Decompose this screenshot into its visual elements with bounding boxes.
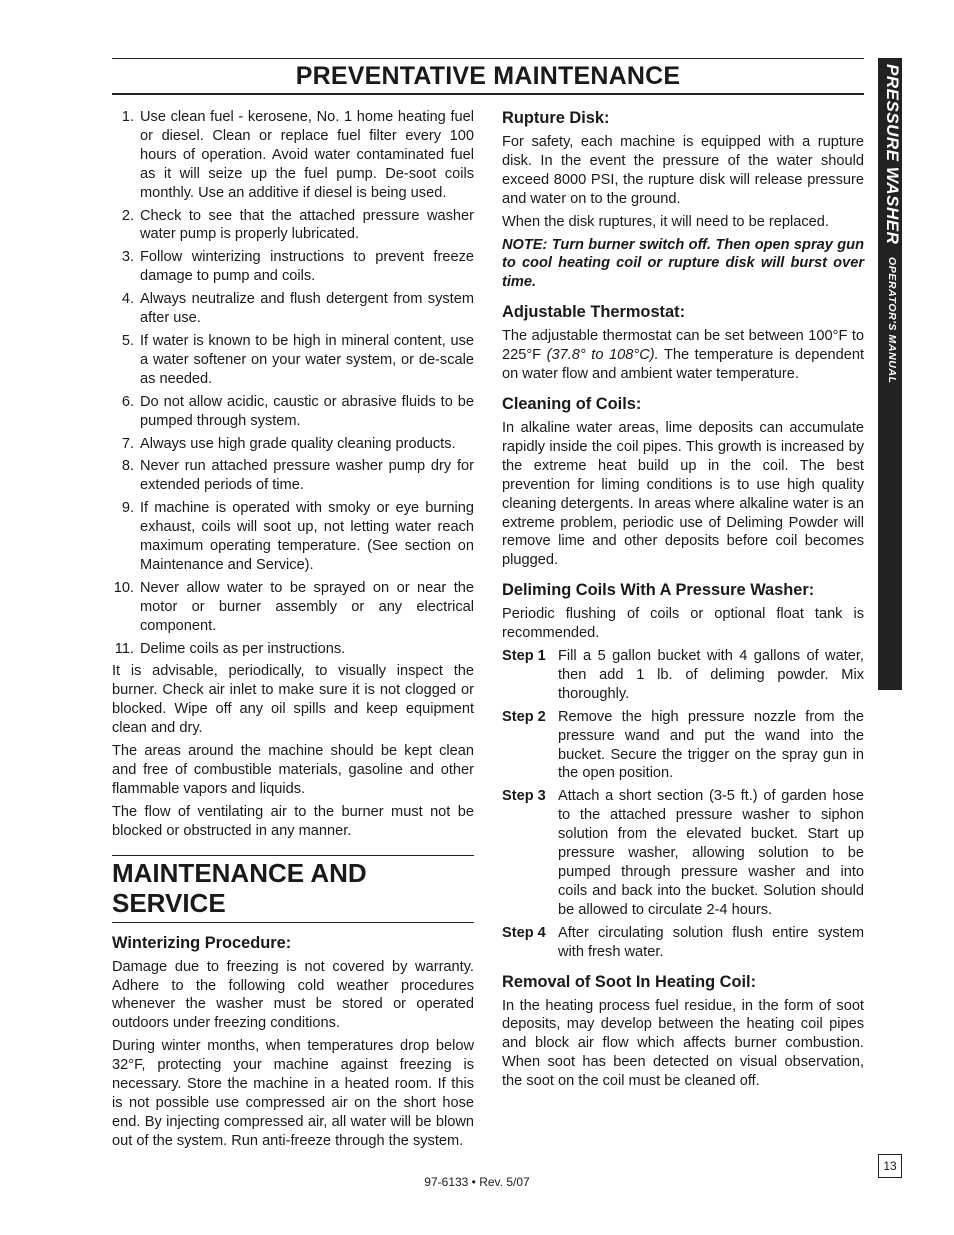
list-item-text: Never run attached pressure washer pump dry for extended periods of time. <box>140 458 474 494</box>
list-item-text: Do not allow acidic, caustic or abrasive fluids to be pumped through system. <box>140 393 474 429</box>
deliming-step <box>502 924 864 962</box>
list-item <box>112 435 474 454</box>
deliming-step <box>502 647 864 704</box>
combustibles-paragraph: The areas around the machine should be kept clean and free of combustible materials, gasoline and other flammable vapors and liquids. <box>112 743 474 797</box>
list-item-text: If machine is operated with smoky or eye burning exhaust, coils will soot up, not letting water reach maximum operating temperature. (See section on Maintenance and Service). <box>140 500 474 573</box>
cleaning-coils-paragraph: In alkaline water areas, lime deposits can accumulate rapidly inside the coil pipes. This growth is increased by the extreme heat build up in the coil. The best prevention for liming conditions is to use high quality cleaning detergents. In areas where alkaline water is an extreme problem, periodic use of Deliming Powder will remove lime and other deposits before coil becomes plugged. <box>502 419 864 569</box>
list-item <box>112 290 474 328</box>
rupture-disk-paragraph: For safety, each machine is equipped with a rupture disk. In the event the pressure of the water should exceed 8000 PSI, the rupture disk will release pressure and water on to the ground. <box>502 134 864 207</box>
thermostat-heading: Adjustable Thermostat: <box>502 303 686 322</box>
list-item-text: Check to see that the attached pressure washer water pump is properly lubricated. <box>140 207 474 243</box>
list-item-text: Follow winterizing instructions to prevent freeze damage to pump and coils. <box>140 249 474 285</box>
sidebar-tab <box>878 58 902 690</box>
list-item <box>112 393 474 431</box>
page-number: 13 <box>878 1154 902 1178</box>
list-item-text: Use clean fuel - kerosene, No. 1 home heating fuel or diesel. Clean or replace fuel filter every 100 hours of operation. Avoid water contaminated fuel as it will seize up the fuel pump. De-soot coils monthly. Use an additive if diesel is being used. <box>140 109 474 201</box>
list-item-text: Always neutralize and flush detergent from system after use. <box>140 291 474 327</box>
list-item-number: 2. <box>121 207 134 224</box>
thermostat-paragraph <box>502 327 864 384</box>
thermostat-celsius-range: (37.8° to 108°C). <box>546 347 659 364</box>
step-label: Step 3 <box>502 788 546 805</box>
list-item-number: 7. <box>121 435 134 452</box>
sidebar-label <box>882 64 902 383</box>
list-item-number: 6. <box>121 393 134 410</box>
list-item-text: Delime coils as per instructions. <box>140 640 346 657</box>
thermostat-text: The adjustable thermostat can be set between 100°F to 225°F <box>502 328 864 364</box>
maintenance-section-title: MAINTENANCE AND SERVICE <box>112 855 474 923</box>
maintenance-tips-list <box>112 108 474 658</box>
list-item-number: 5. <box>121 332 134 349</box>
thermostat-text: The temperature is dependent on water flow and ambient water temperature. <box>502 347 864 383</box>
list-item <box>112 108 474 203</box>
list-item-text: Always use high grade quality cleaning products. <box>140 435 456 452</box>
list-item <box>112 457 474 495</box>
rupture-disk-heading: Rupture Disk: <box>502 109 610 127</box>
list-item-number: 11. <box>114 640 134 657</box>
page-title: PREVENTATIVE MAINTENANCE <box>112 58 864 95</box>
winterizing-heading: Winterizing Procedure: <box>112 933 292 952</box>
list-item <box>112 499 474 575</box>
list-item-number: 4. <box>121 291 134 308</box>
list-item <box>112 248 474 286</box>
winterizing-paragraph: During winter months, when temperatures drop below 32°F, protecting your machine against freezing is necessary. Store the machine in a heated room. If this is not possible use compressed air on the short hose end. By injecting compressed air, all water will be blown out of the system. Run anti-freeze through the system. <box>112 1038 474 1149</box>
deliming-intro: Periodic flushing of coils or optional float tank is recommended. <box>502 606 864 642</box>
list-item <box>112 207 474 245</box>
list-item <box>112 640 474 659</box>
ventilation-paragraph: The flow of ventilating air to the burner must not be blocked or obstructed in any manner. <box>112 803 474 839</box>
winterizing-paragraph: Damage due to freezing is not covered by warranty. Adhere to the following cold weather procedures whenever the washer must be stored or operated outdoors under freezing conditions. <box>112 958 474 1032</box>
list-item-number: 8. <box>121 458 134 475</box>
list-item <box>112 579 474 636</box>
rupture-disk-note: NOTE: Turn burner switch off. Then open spray gun to cool heating coil or rupture disk will burst over time. <box>502 236 864 291</box>
document-footer: 97-6133 • Rev. 5/07 <box>424 1175 530 1189</box>
step-text: Fill a 5 gallon bucket with 4 gallons of water, then add 1 lb. of deliming powder. Mix thoroughly. <box>558 648 864 702</box>
left-column <box>112 108 474 1155</box>
step-text: Attach a short section (3-5 ft.) of garden hose to the attached pressure washer to siphon solution from the elevated bucket. Start up pressure washer, allowing solution to be pumped through pressure washer and into coils and back into the bucket. Solution should be allowed to circulate 2-4 hours. <box>558 788 864 918</box>
burner-inspection-paragraph: It is advisable, periodically, to visually inspect the burner. Check air inlet to make sure it is not clogged or blocked. Wipe off any oil spills and keep equipment clean and dry. <box>112 663 474 737</box>
soot-removal-heading: Removal of Soot In Heating Coil: <box>502 972 757 991</box>
step-text: After circulating solution flush entire system with fresh water. <box>558 924 864 960</box>
list-item-text: Never allow water to be sprayed on or near the motor or burner assembly or any electrical component. <box>140 579 474 634</box>
step-label: Step 2 <box>502 708 546 725</box>
deliming-heading: Deliming Coils With A Pressure Washer: <box>502 581 815 600</box>
list-item-text: If water is known to be high in mineral content, use a water softener on your water system, or de-scale as needed. <box>140 332 474 387</box>
cleaning-coils-heading: Cleaning of Coils: <box>502 394 642 413</box>
list-item-number: 3. <box>121 249 134 266</box>
sidebar-product-name: PRESSURE WASHER <box>883 64 902 245</box>
step-label: Step 1 <box>502 648 546 665</box>
right-column <box>502 108 864 1095</box>
step-label: Step 4 <box>502 924 546 941</box>
list-item-number: 10. <box>113 579 134 596</box>
deliming-step <box>502 787 864 919</box>
step-text: Remove the high pressure nozzle from the pressure wand and put the wand into the bucket. Secure the trigger on the spray gun in the open position. <box>558 708 864 782</box>
list-item <box>112 332 474 389</box>
deliming-step <box>502 708 864 784</box>
list-item-number: 1. <box>121 109 134 125</box>
rupture-disk-paragraph: When the disk ruptures, it will need to be replaced. <box>502 213 829 230</box>
list-item-number: 9. <box>121 500 134 517</box>
sidebar-manual-name: OPERATOR'S MANUAL <box>886 256 898 384</box>
soot-removal-paragraph: In the heating process fuel residue, in the form of soot deposits, may develop between the heating coil pipes and block air flow which affects burner combustion. When soot has been detected on visual observation, the soot on the coil must be cleaned off. <box>502 997 864 1090</box>
